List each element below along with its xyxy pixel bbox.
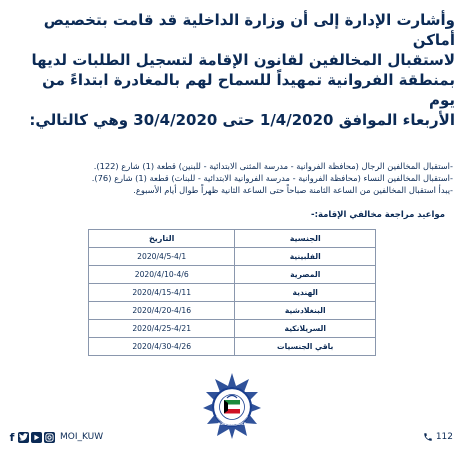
table-row [89, 320, 376, 338]
social-footer [8, 430, 103, 444]
table-row [89, 338, 376, 356]
police-emblem-icon [199, 372, 265, 440]
date-header: التاريخ [89, 230, 235, 248]
date-cell: 2020/4/5-4/1 [89, 248, 235, 266]
nationality-cell: الفلبينية [235, 248, 376, 266]
facebook-icon[interactable]: f [9, 430, 15, 444]
nationality-header: الجنسية [235, 230, 376, 248]
table-row [89, 266, 376, 284]
hotline [423, 430, 453, 444]
note-line: -استقبال المخالفين الرجال (محافظة الفروانية - مدرسة المثنى الابتدائية - للبنين) قطعة (1) شارع (122). [93, 161, 453, 171]
date-cell: 2020/4/25-4/21 [89, 320, 235, 338]
nationality-cell: باقي الجنسيات [235, 338, 376, 356]
nationality-cell: الهندية [235, 284, 376, 302]
nationality-cell: البنغلادشية [235, 302, 376, 320]
note-line: -استقبال المخالفين النساء (محافظة الفروانية - مدرسة الفروانية الابتدائية - للبنات) قطعة (1) شارع (76). [91, 173, 453, 183]
twitter-icon[interactable] [18, 432, 29, 443]
nationality-cell: المصرية [235, 266, 376, 284]
note-line: -يبدأ استقبال المخالفين من الساعة الثامنة صباحاً حتى الساعة الثانية ظهراً طوال أيام الأسبوع. [133, 185, 453, 195]
table-row [89, 302, 376, 320]
table-row [89, 248, 376, 266]
schedule-table [88, 229, 376, 356]
headline-line: لاستقبال المخالفين لقانون الإقامة لتسجيل الطلبات لديها [31, 51, 455, 69]
date-cell: 2020/4/30-4/26 [89, 338, 235, 356]
headline [28, 10, 455, 130]
social-handle[interactable]: MOI_KUW [60, 432, 104, 442]
headline-line: بمنطقة الفروانية تمهيداً للسماح لهم بالمغادرة ابتداءً من يوم [42, 71, 455, 109]
kuwait-flag-icon [224, 400, 240, 414]
date-cell: 2020/4/15-4/11 [89, 284, 235, 302]
schedule-title: مواعيد مراجعة مخالفي الإقامة:- [311, 210, 445, 220]
hotline-number[interactable]: 112 [435, 432, 453, 442]
youtube-icon[interactable] [31, 432, 42, 443]
svg-text:KUWAIT POLICE: KUWAIT POLICE [217, 422, 247, 426]
headline-line: الأربعاء الموافق 1/4/2020 حتى 30/4/2020 وهي كالتالي: [29, 111, 455, 129]
date-cell: 2020/4/10-4/6 [89, 266, 235, 284]
notes [8, 160, 453, 196]
headline-line: وأشارت الإدارة إلى أن وزارة الداخلية قد قامت بتخصيص أماكن [43, 11, 455, 49]
phone-icon [423, 432, 433, 442]
table-row [89, 284, 376, 302]
instagram-icon[interactable] [44, 432, 55, 443]
date-cell: 2020/4/20-4/16 [89, 302, 235, 320]
nationality-cell: السريلانكية [235, 320, 376, 338]
table-header-row [89, 230, 376, 248]
